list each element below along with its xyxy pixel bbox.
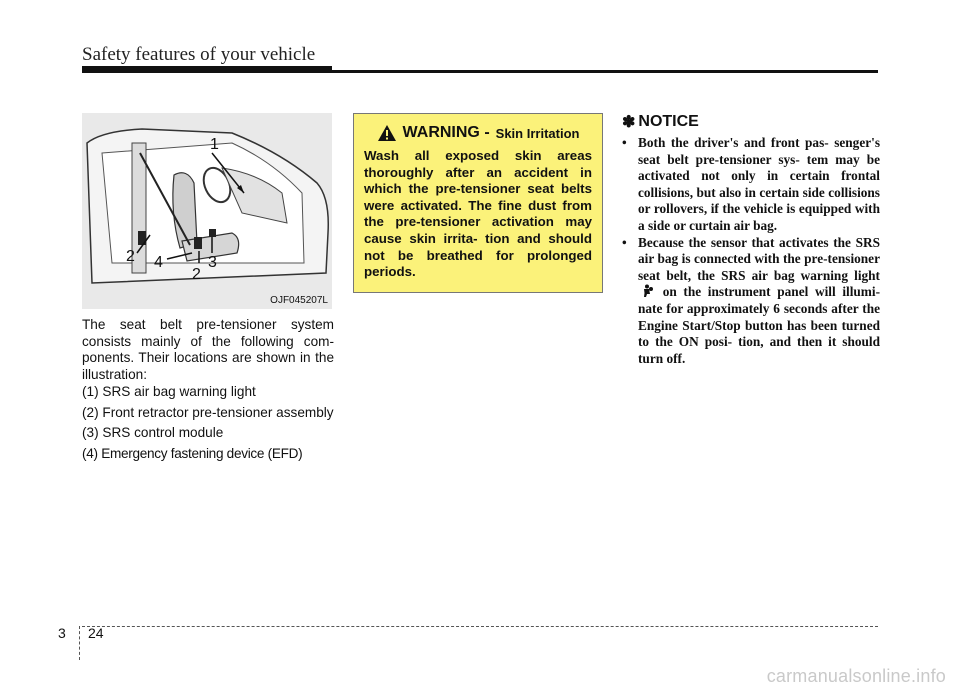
warning-heading <box>364 124 592 142</box>
warning-body: Wash all exposed skin areas thoroughly after an accident in which the pre-tensioner seat belts were activated. The fine dust from the pre-tensioner activation may cause skin irrita- tion and should not be breathed for prolonged periods. <box>364 148 592 280</box>
notice-symbol: ✽ <box>622 114 636 131</box>
page-number: 24 <box>88 625 104 641</box>
callout-2-left: 2 <box>126 248 135 265</box>
callout-1: 1 <box>210 136 219 153</box>
callout-2-bottom: 2 <box>192 266 201 283</box>
warning-triangle-icon <box>377 124 397 142</box>
notice-title: NOTICE <box>638 113 699 130</box>
footer-rule <box>82 626 878 627</box>
components-list <box>82 384 334 466</box>
callout-4: 4 <box>154 254 163 271</box>
notice-heading <box>622 112 880 132</box>
notice-item: • Because the sensor that activates the SRS air bag is connected with the pre-tensioner seat belt, the SRS air bag warning light on the instrument panel will illumi- nate for approximately 6 seconds after the Engine Start/Stop button has been turned to the ON posi- tion, and then it should turn off. <box>622 234 881 366</box>
callout-3: 3 <box>208 254 217 271</box>
warning-title: WARNING - <box>402 124 490 141</box>
section-number: 3 <box>58 625 66 641</box>
list-item: (3) SRS control module <box>82 425 224 441</box>
list-item: (4) Emergency fastening device (EFD) <box>82 445 303 461</box>
watermark: carmanualsonline.info <box>766 666 946 686</box>
intro-paragraph: The seat belt pre-tensioner system consists mainly of the following com- ponents. Their locations are shown in the illustration: <box>82 317 334 382</box>
warning-box <box>353 113 603 293</box>
list-item: (2) Front retractor pre-tensioner assembly <box>82 404 334 420</box>
airbag-warning-icon <box>640 284 654 298</box>
figure-code: OJF045207L <box>270 295 328 306</box>
header-tab <box>82 66 332 73</box>
car-cutaway-drawing <box>82 113 332 309</box>
page-header-title: Safety features of your vehicle <box>82 44 316 65</box>
notice-section <box>622 112 880 367</box>
list-item: (1) SRS air bag warning light <box>82 384 256 399</box>
notice-item: • Both the driver's and front pas- senger's seat belt pre-tensioner sys- tem may be activated not only in certain frontal collisions, but also in certain side collisions or rollovers, if the vehicle is equipped with a side or curtain air bag. <box>622 135 880 233</box>
warning-subtitle: Skin Irritation <box>495 125 580 141</box>
footer-divider <box>79 626 80 660</box>
seatbelt-pretensioner-illustration <box>82 113 332 309</box>
